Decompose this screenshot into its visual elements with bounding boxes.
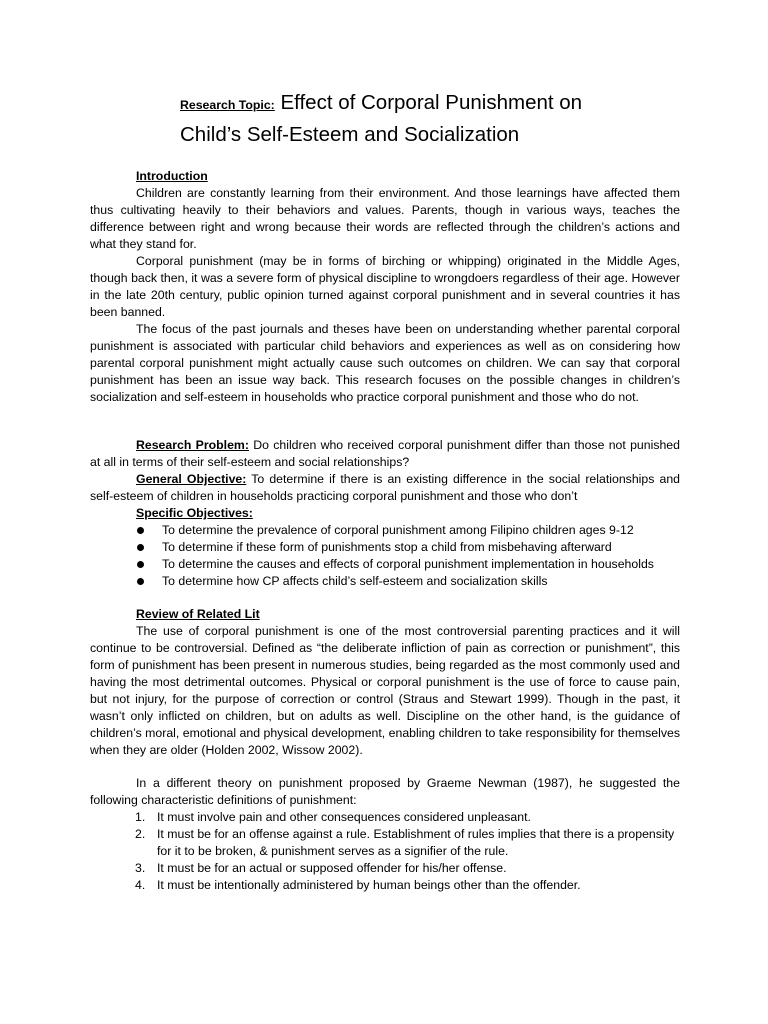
list-item: To determine the prevalence of corporal punishment among Filipino children ages 9-12 <box>90 522 680 539</box>
list-item: To determine the causes and effects of corporal punishment implementation in households <box>90 556 680 573</box>
list-item: To determine if these form of punishments stop a child from misbehaving afterward <box>90 539 680 556</box>
bullet-icon <box>137 527 144 534</box>
list-item: 3. It must be for an actual or supposed offender for his/her offense. <box>135 861 507 875</box>
list-item: 2. It must be for an offense against a rule. Establishment of rules implies that there is a propensity for it to be broken, & punishment serves as a signifier of the rule. <box>135 827 675 858</box>
title-line-2: Child’s Self-Esteem and Socialization <box>180 123 520 146</box>
review-paragraph: The use of corporal punishment is one of the most controversial parenting practices and it will continue to be controversial. Defined as “the deliberate infliction of pain as correction or punishment”, this form of punishment has been present in numerous studies, being regarded as the most commonly used and having the most detrimental outcomes. Physical or corporal punishment is the use of force to cause pain, but not injury, for the purpose of correction or control (Straus and Stewart 1999). Though in the past, it wasn’t only inflicted on children, but on adults as well. Discipline on the other hand, is the guidance of children’s moral, emotional and physical development, enabling children to take responsibility for themselves when they are older (Holden 2002, Wissow 2002). <box>90 624 680 757</box>
review-section <box>90 606 680 759</box>
general-objective-text: To determine if there is an existing difference in the social relationships and self-esteem of children in households practicing corporal punishment and those who don’t <box>90 472 680 503</box>
general-objective-label: General Objective: <box>136 472 247 486</box>
research-problem-section <box>90 437 680 590</box>
research-problem-text: Do children who received corporal punishment differ than those not punished at all in terms of their self-esteem and social relationships? <box>90 438 680 469</box>
intro-paragraph-2: Corporal punishment (may be in forms of birching or whipping) originated in the Middle Ages, though back then, it was a severe form of physical discipline to wrongdoers regardless of their age. However in the late 20th century, public opinion turned against corporal punishment and in several countries it has been banned. <box>90 254 680 319</box>
intro-paragraph-1: Children are constantly learning from their environment. And those learnings have affected them thus cultivating heavily to their behaviors and values. Parents, though in various ways, teaches the difference between right and wrong because their words are reflected through the children’s actions and what they stand for. <box>90 186 680 251</box>
list-item: 4. It must be intentionally administered by human beings other than the offender. <box>135 878 581 892</box>
bullet-icon <box>137 544 144 551</box>
list-item: To determine how CP affects child’s self-esteem and socialization skills <box>90 573 680 590</box>
list-item: 1. It must involve pain and other consequences considered unpleasant. <box>135 810 531 824</box>
theory-intro: In a different theory on punishment proposed by Graeme Newman (1987), he suggested the following characteristic definitions of punishment: <box>90 776 680 807</box>
introduction-section <box>90 168 680 406</box>
research-problem-label: Research Problem: <box>136 438 249 452</box>
intro-paragraph-3: The focus of the past journals and theses have been on understanding whether parental corporal punishment is associated with particular child behaviors and experiences as well as on considering how parental corporal punishment might actually cause such outcomes on children. We can say that corporal punishment has been an issue way back. This research focuses on the possible changes in children’s socialization and self-esteem in households who practice corporal punishment and those who do not. <box>90 322 680 404</box>
title-block <box>180 88 680 150</box>
theory-section <box>90 775 680 894</box>
title-text-1: Effect of Corporal Punishment on <box>280 91 583 114</box>
bullet-icon <box>137 578 144 585</box>
bullet-icon <box>137 561 144 568</box>
general-objective-paragraph <box>90 471 680 505</box>
specific-objectives-heading: Specific Objectives: <box>136 506 253 520</box>
research-problem-paragraph <box>90 437 680 471</box>
introduction-heading: Introduction <box>136 169 208 183</box>
title-line-1 <box>180 88 680 120</box>
punishment-definitions-list <box>90 809 680 894</box>
specific-objectives-list <box>90 522 680 590</box>
review-heading: Review of Related Lit <box>136 607 260 621</box>
research-topic-label: Research Topic: <box>180 98 275 112</box>
